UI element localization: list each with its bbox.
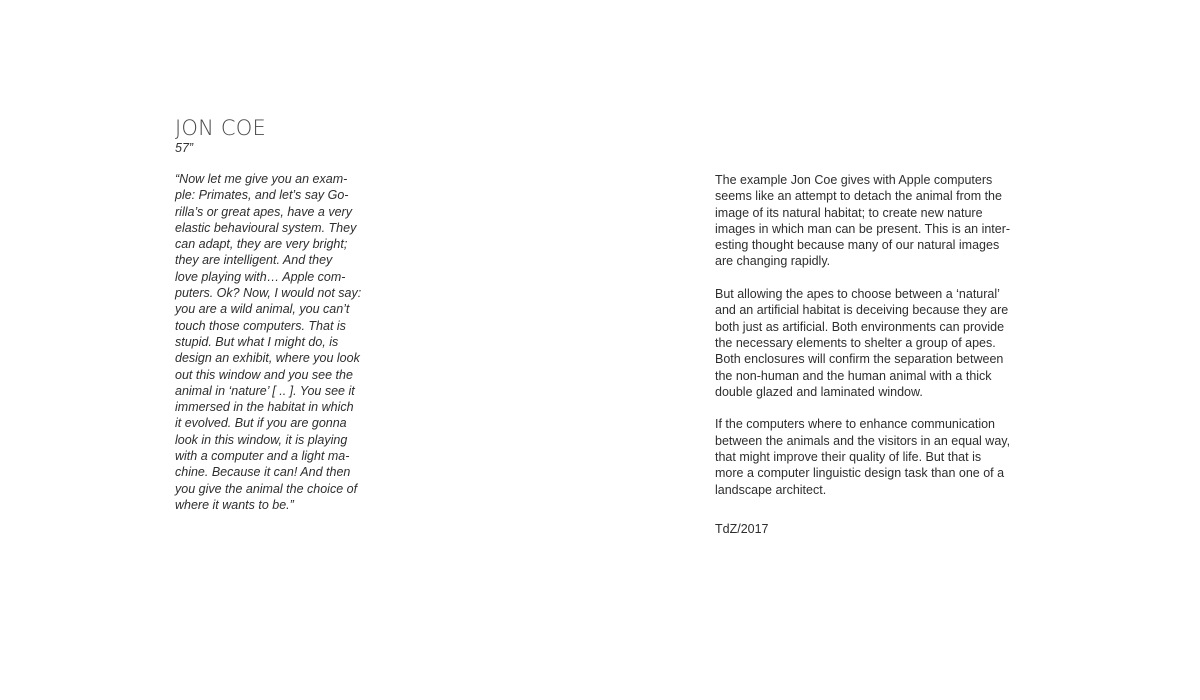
page-title: JON COE bbox=[175, 116, 266, 140]
left-page bbox=[175, 116, 365, 513]
commentary-paragraph-2: But allowing the apes to choose between a ‘natural’ and an artificial habitat is deceiving because they are both just as artificial. Both environments can provide the necessary elements to shelter a group of apes. Both enclosures will confirm the separation between the non-human and the human animal with a thick double glazed and laminated window. bbox=[715, 287, 1009, 399]
timecode: 57” bbox=[175, 141, 194, 155]
right-page bbox=[715, 172, 1025, 537]
commentary-paragraph-3: If the computers where to enhance communication between the animals and the visitors in an equal way, that might improve their quality of life. But that is more a computer linguistic design task than one of a landscape architect. bbox=[715, 417, 1011, 497]
interview-quote: “Now let me give you an exam- ple: Primates, and let’s say Go- rilla’s or great apes, have a very elastic behavioural system. They can adapt, they are very bright; they are intelligent. And they love playing with… Apple com- puters. Ok? Now, I would not say: you are a wild animal, you can’t touch those computers. That is stupid. But what I might do, is design an exhibit, where you look out this window and you see the animal in ‘nature’ [ .. ]. You see it immersed in the habitat in which it evolved. But if you are gonna look in this window, it is playing with a computer and a light ma- chine. Because it can! And then you give the animal the choice of where it wants to be.” bbox=[175, 172, 362, 512]
commentary-paragraph-1: The example Jon Coe gives with Apple computers seems like an attempt to detach the animal from the image of its natural habitat; to create new nature images in which man can be present. This is an inter- esting thought because many of our natural images are changing rapidly. bbox=[715, 173, 1011, 269]
author-signature: TdZ/2017 bbox=[715, 521, 769, 536]
